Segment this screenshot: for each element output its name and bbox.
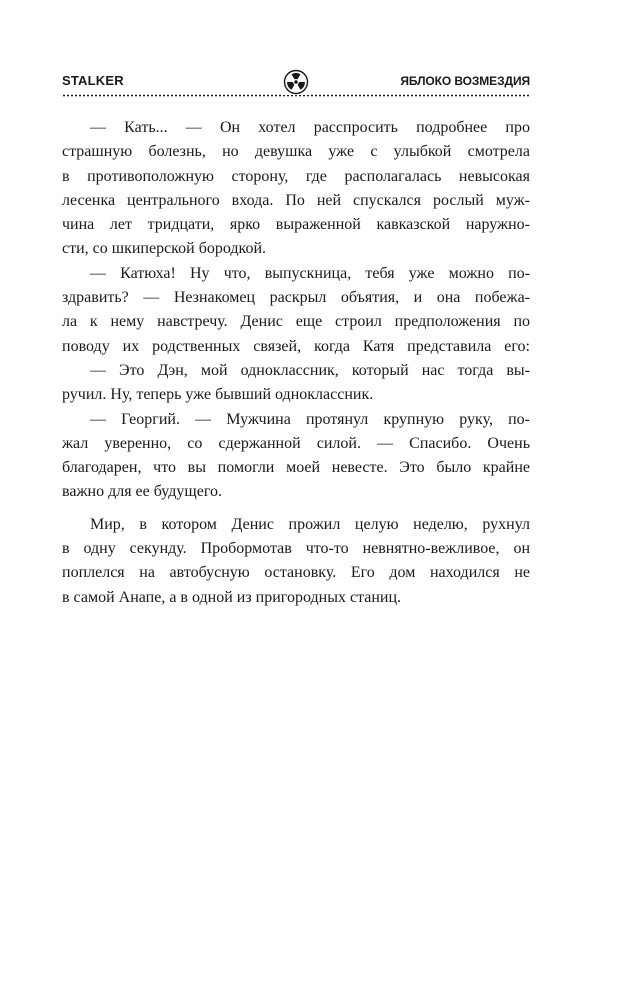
text-line: поводу их родственных связей, когда Катя представила его: xyxy=(62,337,530,355)
text-line: поплелся на автобусную остановку. Его дом находился не xyxy=(62,564,530,582)
text-line: важно для ее будущего. xyxy=(62,483,222,501)
book-title: ЯБЛОКО ВОЗМЕЗДИЯ xyxy=(400,74,530,88)
text-line: ручил. Ну, теперь уже бывший одноклассник. xyxy=(62,386,374,404)
text-line: чина лет тридцати, ярко выраженной кавказской наружно- xyxy=(62,216,530,234)
paragraph xyxy=(62,408,530,505)
text-line: сти, со шкиперской бородкой. xyxy=(62,240,267,258)
paragraph xyxy=(62,116,530,262)
page-body xyxy=(62,116,530,610)
text-line: благодарен, что вы помогли моей невесте. Это было крайне xyxy=(62,459,530,477)
radiation-icon xyxy=(283,69,309,95)
paragraph xyxy=(62,513,530,610)
text-line: лесенка центрального входа. По ней спускался рослый муж- xyxy=(62,191,530,209)
text-line: страшную болезнь, но девушка уже с улыбкой смотрела xyxy=(62,143,530,161)
text-line: здравить? — Незнакомец раскрыл объятия, и она побежа- xyxy=(62,289,530,307)
text-line: — Катюха! Ну что, выпускница, тебя уже можно по- xyxy=(90,264,530,282)
text-line: — Кать... — Он хотел расспросить подробнее про xyxy=(90,119,530,136)
text-line: в самой Анапе, а в одной из пригородных станиц. xyxy=(62,588,402,606)
text-line: в одну секунду. Пробормотав что-то невнятно-вежливое, он xyxy=(62,540,530,558)
text-line: в противоположную сторону, где располагалась невысокая xyxy=(62,167,530,185)
text-line: жал уверенно, со сдержанной силой. — Спасибо. Очень xyxy=(62,434,530,452)
running-header xyxy=(62,68,530,98)
text-line: — Георгий. — Мужчина протянул крупную руку, по- xyxy=(90,410,530,428)
paragraph xyxy=(62,359,530,408)
paragraph-gap xyxy=(62,505,530,513)
text-line: ла к нему навстречу. Денис еще строил предположения по xyxy=(62,313,530,331)
paragraph xyxy=(62,262,530,359)
text-line: Мир, в котором Денис прожил целую неделю, рухнул xyxy=(90,515,530,533)
text-line: — Это Дэн, мой одноклассник, который нас тогда вы- xyxy=(90,361,530,379)
series-name: STALKER xyxy=(62,73,124,88)
